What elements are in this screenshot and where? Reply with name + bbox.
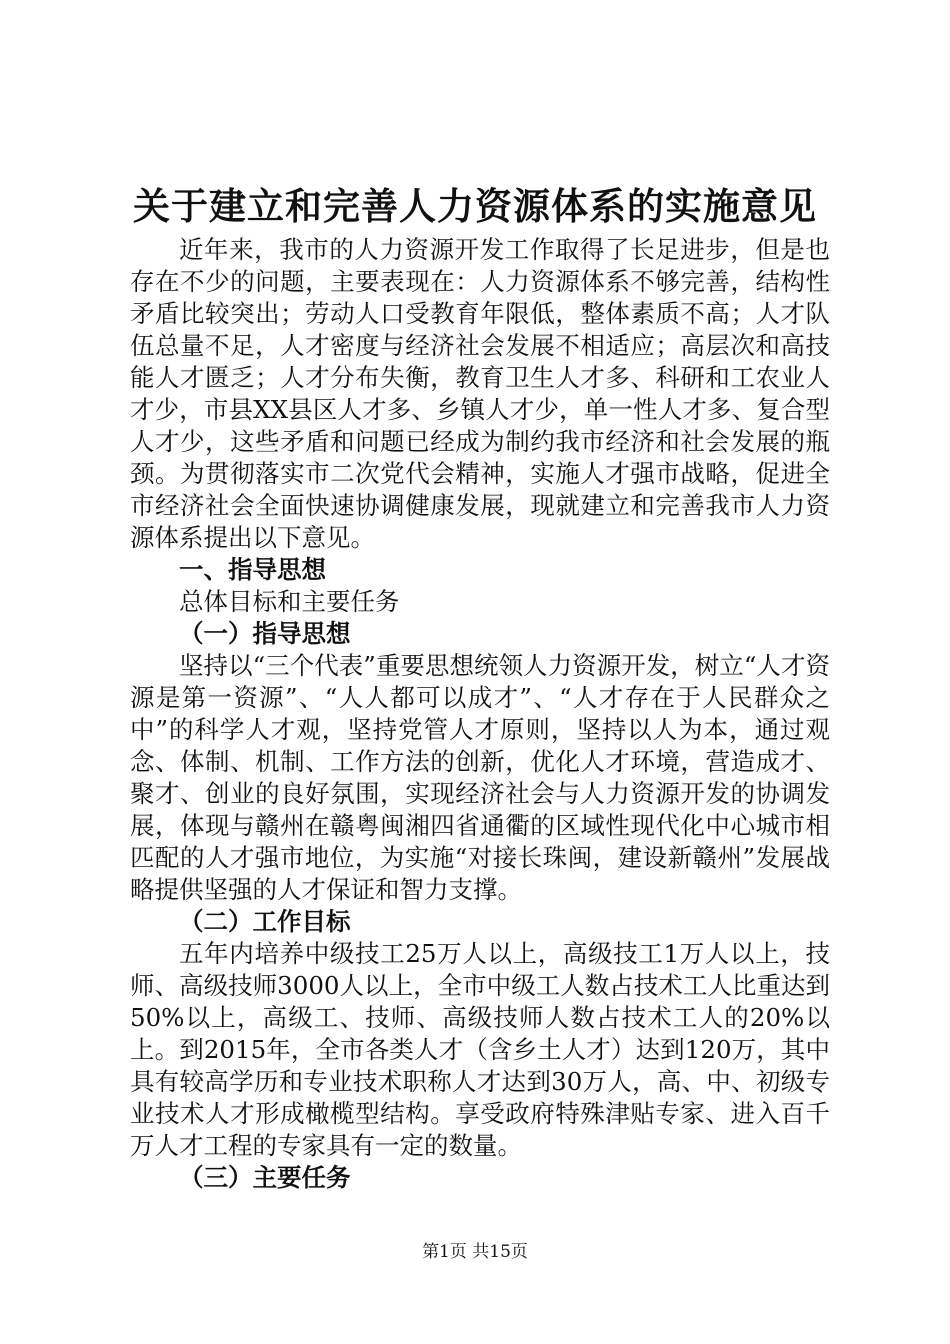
document-body [130, 234, 830, 1194]
subsection-heading-guiding: （一）指导思想 [179, 619, 351, 648]
subsection-heading-tasks: （三）主要任务 [179, 1163, 351, 1192]
page-number-footer: 第1页 共15页 [422, 1242, 528, 1262]
intro-paragraph: 近年来，我市的人力资源开发工作取得了长足进步，但是也存在不少的问题，主要表现在：人力资源体系不够完善，结构性矛盾比较突出；劳动人口受教育年限低，整体素质不高；人才队伍总量不足，人才密度与经济社会发展不相适应；高层次和高技能人才匮乏；人才分布失衡，教育卫生人才多、科研和工农业人才少，市县XX县区人才多、乡镇人才少，单一性人才多、复合型人才少，这些矛盾和问题已经成为制约我市经济和社会发展的瓶颈。为贯彻落实市二次党代会精神，实施人才强市战略，促进全市经济社会全面快速协调健康发展，现就建立和完善我市人力资源体系提出以下意见。 [130, 235, 830, 552]
goals-paragraph: 五年内培养中级技工25万人以上，高级技工1万人以上，技师、高级技师3000人以上，全市中级工人数占技术工人比重达到50%以上，高级工、技师、高级技师人数占技术工人的20%以上。到2015年，全市各类人才（含乡土人才）达到120万，其中具有较高学历和专业技术职称人才达到30万人，高、中、初级专业技术人才形成橄榄型结构。享受政府特殊津贴专家、进入百千万人才工程的专家具有一定的数量。 [130, 939, 830, 1160]
guiding-paragraph: 坚持以“三个代表”重要思想统领人力资源开发，树立“人才资源是第一资源”、“人人都可以成才”、“人才存在于人民群众之中”的科学人才观，坚持党管人才原则，坚持以人为本，通过观念、体制、机制、工作方法的创新，优化人才环境，营造成才、聚才、创业的良好氛围，实现经济社会与人力资源开发的协调发展，体现与赣州在赣粤闽湘四省通衢的区域性现代化中心城市相匹配的人才强市地位，为实施“对接长珠闽，建设新赣州”发展战略提供坚强的人才保证和智力支撑。 [130, 651, 830, 904]
section-heading-guiding-ideology: 一、指导思想 [179, 555, 326, 584]
section-subtitle: 总体目标和主要任务 [179, 587, 400, 616]
subsection-heading-goals: （二）工作目标 [179, 907, 351, 936]
document-title: 关于建立和完善人力资源体系的实施意见 [133, 185, 817, 228]
